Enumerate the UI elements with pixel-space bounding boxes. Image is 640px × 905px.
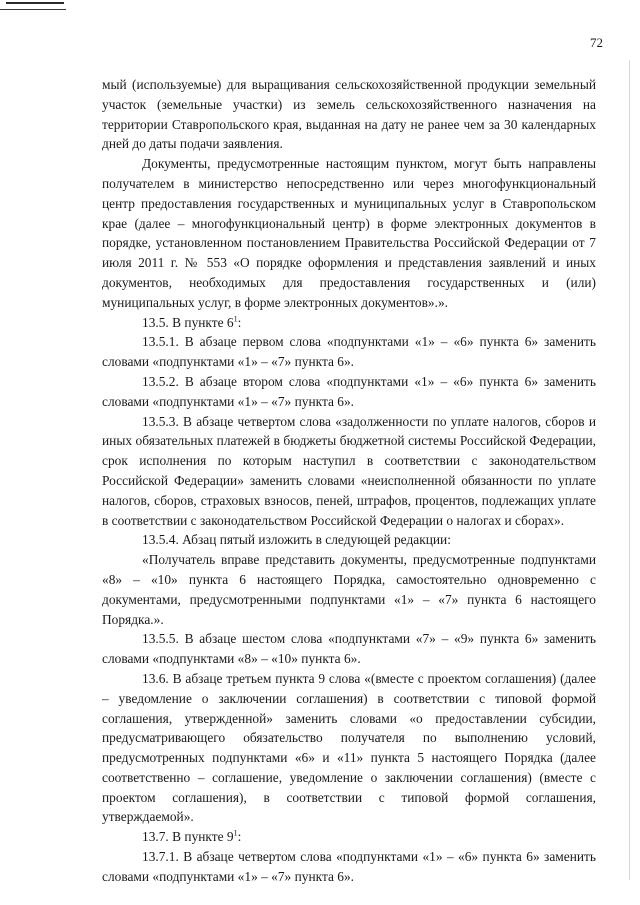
paragraph: 13.6. В абзаце третьем пункта 9 слова «(вместе с проектом соглашения) (далее – уведомление о заключении соглашения) в соответствии с типовой формой соглашения, утвержденной» заменить словами «о предоставлении субсидии, предусматривающего обязательство получателя по выполнению условий, предусмотренных подпунктами «6» и «11» пункта 5 настоящего Порядка (далее соответственно – соглашение, уведомление о заключении соглашения) (вместе с проектом соглашения), в соответствии с типовой формой соглашения, утверждаемой». bbox=[102, 670, 596, 825]
paragraph: 13.5.1. В абзаце первом слова «подпунктами «1» – «6» пункта 6» заменить словами «подпунктами «1» – «7» пункта 6». bbox=[102, 334, 596, 370]
paragraph: 13.5.4. Абзац пятый изложить в следующей редакции: bbox=[142, 532, 451, 548]
scan-edge bbox=[629, 60, 630, 880]
paragraph-heading bbox=[102, 827, 596, 847]
paragraph-heading bbox=[102, 313, 596, 333]
paragraph: Документы, предусмотренные настоящим пунктом, могут быть направлены получателем в министерство непосредственно или через многофункциональный центр предоставления государственных и муниципальных услуг в Ставропольском крае (далее – многофункциональный центр) в форме электронных документов в порядке, установленном постановлением Правительства Российской Федерации от 7 июля 2011 г. № 553 «О порядке оформления и представления заявлений и иных документов, необходимых для предоставления государственных и (или) муниципальных услуг, в форме электронных документов».». bbox=[102, 156, 596, 310]
superscript: 1 bbox=[233, 828, 238, 838]
paragraph: «Получатель вправе представить документы, предусмотренные подпунктами «8» – «10» пункта 6 настоящего Порядка, самостоятельно одновременно с документами, предусмотренными подпунктами «1» – «7» пункта 6 настоящего Порядка.». bbox=[102, 552, 596, 627]
scan-artifact bbox=[0, 9, 66, 10]
paragraph: 13.5.3. В абзаце четвертом слова «задолженности по уплате налогов, сборов и иных обязательных платежей в бюджеты бюджетной системы Российской Федерации, срок исполнения по которым наступил в соответствии с законодательством Российской Федерации» заменить словами «неисполненной обязанности по уплате налогов, сборов, страховых взносов, пеней, штрафов, процентов, подлежащих уплате в соответствии с законодательством Российской Федерации о налогах и сборах». bbox=[102, 413, 596, 528]
page-number: 72 bbox=[590, 35, 603, 50]
paragraph: 13.5.2. В абзаце втором слова «подпунктами «1» – «6» пункта 6» заменить словами «подпунктами «1» – «7» пункта 6». bbox=[102, 373, 596, 409]
document-body bbox=[102, 75, 596, 887]
paragraph: 13.7.1. В абзаце четвертом слова «подпунктами «1» – «6» пункта 6» заменить словами «подпунктами «1» – «7» пункта 6». bbox=[102, 849, 596, 884]
heading-tail: : bbox=[237, 314, 242, 330]
heading-text: 13.5. В пункте 6 bbox=[142, 314, 234, 330]
paragraph: мый (используемые) для выращивания сельскохозяйственной продукции земельный участок (земельные участки) из земель сельскохозяйственного назначения на территории Ставропольского края, выданная на дату не ранее чем за 30 календарных дней до даты подачи заявления. bbox=[102, 77, 596, 152]
heading-text: 13.7. В пункте 9 bbox=[142, 829, 234, 845]
scan-artifact bbox=[6, 2, 64, 4]
superscript: 1 bbox=[233, 314, 238, 324]
paragraph: 13.5.5. В абзаце шестом слова «подпунктами «7» – «9» пункта 6» заменить словами «подпунктами «8» – «10» пункта 6». bbox=[102, 631, 596, 667]
heading-tail: : bbox=[237, 829, 242, 845]
